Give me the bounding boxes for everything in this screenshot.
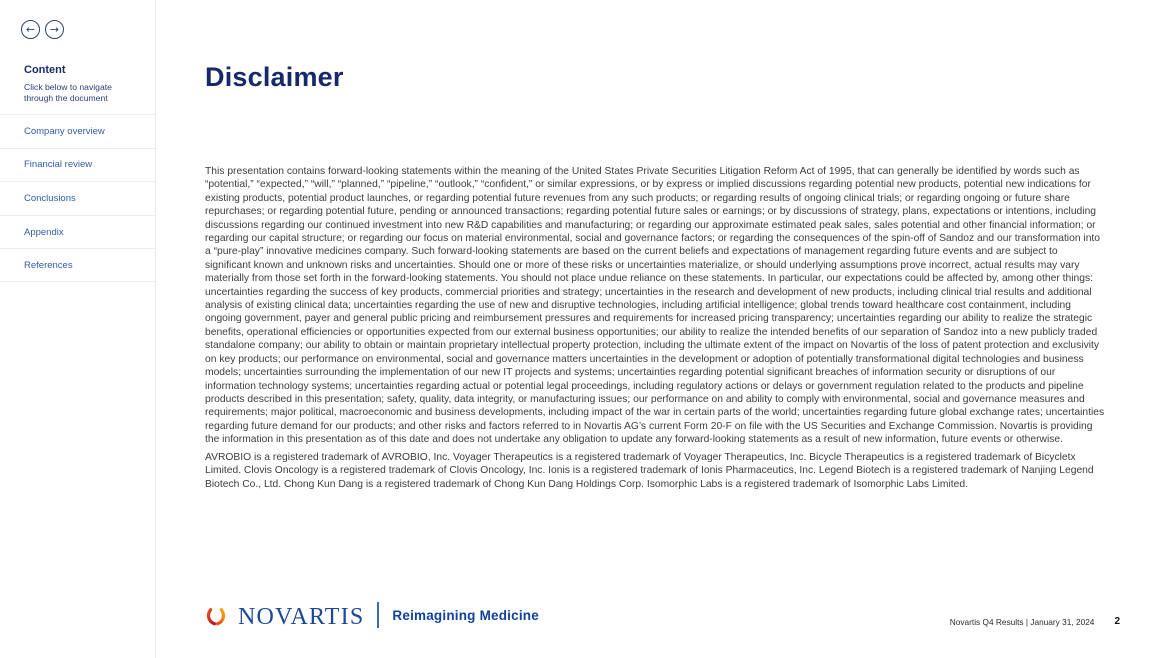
sidebar-item-appendix[interactable]: Appendix bbox=[0, 215, 156, 249]
brand-divider bbox=[377, 602, 379, 628]
sidebar-nav-list bbox=[0, 114, 156, 282]
disclaimer-paragraph: This presentation contains forward-looking statements within the meaning of the United States Private Securities Litigation Reform Act of 1995, that can generally be identified by words such as “potential,” “expected,” “will,” “planned,” “pipeline,” “outlook,” “confident,” or similar expressions, or by express or implied discussions regarding potential new products, potential new indications for existing products, potential product launches, or regarding potential future revenues from any such products; or regarding results of ongoing clinical trials; or regarding ongoing or future share repurchases; or regarding potential future, pending or announced transactions; regarding potential future sales or earnings; or by discussions of strategy, plans, expectations or intentions, including discussions regarding our continued investment into new R&D capabilities and manufacturing; or regarding our approximate estimated peak sales, sales potential and other financial information; or regarding our capital structure; or regarding our focus on material environmental, social and governance factors; or regarding the consequences of the spin-off of Sandoz and our transformation into a “pure-play” innovative medicines company. Such forward-looking statements are based on the current beliefs and expectations of management regarding future events and are subject to significant known and unknown risks and uncertainties. Should one or more of these risks or uncertainties materialize, or should underlying assumptions prove incorrect, actual results may vary materially from those set forth in the forward-looking statements. You should not place undue reliance on these statements. In particular, our expectations could be affected by, among other things: uncertainties regarding the success of key products, commercial priorities and strategy; uncertainties in the research and development of new products, including clinical trial results and additional analysis of existing clinical data; uncertainties regarding the use of new and disruptive technologies, including artificial intelligence; global trends toward healthcare cost containment, including ongoing government, payer and general public pricing and reimbursement pressures and requirements for increased pricing transparency; uncertainties regarding our ability to realize the strategic benefits, operational efficiencies or opportunities expected from our external business opportunities; our ability to realize the intended benefits of our separation of Sandoz into a new publicly traded standalone company; our ability to obtain or maintain proprietary intellectual property protection, including the ultimate extent of the impact on Novartis of the loss of patent protection and exclusivity on key products; our performance on environmental, social and governance matters uncertainties in the development or adoption of potentially transformational digital technologies and business models; uncertainties surrounding the implementation of our new IT projects and systems; uncertainties regarding potential significant breaches of information security or disruptions of our information technology systems; uncertainties regarding actual or potential legal proceedings, including regulatory actions or delays or government regulation related to the products and pipeline products described in this presentation; safety, quality, data integrity, or manufacturing issues; our performance on and ability to comply with environmental, social and governance measures and requirements; major political, macroeconomic and business developments, including impact of the war in certain parts of the world; uncertainties regarding future global exchange rates; uncertainties regarding future demand for our products; and other risks and factors referred to in Novartis AG’s current Form 20-F on file with the US Securities and Exchange Commission. Novartis is providing the information in this presentation as of this date and does not undertake any obligation to update any forward-looking statements as a result of new information, future events or otherwise. bbox=[205, 166, 1105, 446]
back-arrow-icon[interactable]: ← bbox=[21, 20, 40, 39]
nav-arrows bbox=[21, 20, 64, 39]
content-title: Content bbox=[24, 64, 66, 76]
sidebar-item-references[interactable]: References bbox=[0, 248, 156, 282]
footer-meta bbox=[950, 616, 1120, 627]
sidebar-item-company-overview[interactable]: Company overview bbox=[0, 114, 156, 148]
novartis-logo bbox=[203, 599, 539, 631]
novartis-wordmark: NOVARTIS bbox=[238, 603, 365, 630]
brand-tagline: Reimagining Medicine bbox=[392, 607, 539, 623]
document-info: Novartis Q4 Results | January 31, 2024 bbox=[949, 616, 1095, 627]
trademarks-paragraph: AVROBIO is a registered trademark of AVROBIO, Inc. Voyager Therapeutics is a registered trademark of Voyager Therapeutics, Inc. Bicycle Therapeutics is a registered trademark of Bicycletx Limited. Clovis Oncology is a registered trademark of Clovis Oncology, Inc. Ionis is a registered trademark of Ionis Pharmaceutics, Inc. Legend Biotech is a registered trademark of Nanjing Legend Biotech Co., Ltd. Chong Kun Dang is a registered trademark of Chong Kun Dang Holdings Corp. Isomorphic Labs is a registered trademark of Isomorphic Labs Limited. bbox=[205, 452, 1094, 490]
page-number: 2 bbox=[1114, 616, 1120, 627]
sidebar-item-financial-review[interactable]: Financial review bbox=[0, 148, 156, 182]
content-block bbox=[24, 64, 142, 103]
content-subtitle: Click below to navigate through the document bbox=[24, 82, 112, 103]
sidebar-item-conclusions[interactable]: Conclusions bbox=[0, 181, 156, 215]
sidebar bbox=[0, 0, 156, 658]
forward-arrow-icon[interactable]: → bbox=[45, 20, 64, 39]
page-title: Disclaimer bbox=[205, 62, 344, 92]
novartis-flame-icon bbox=[203, 599, 229, 631]
